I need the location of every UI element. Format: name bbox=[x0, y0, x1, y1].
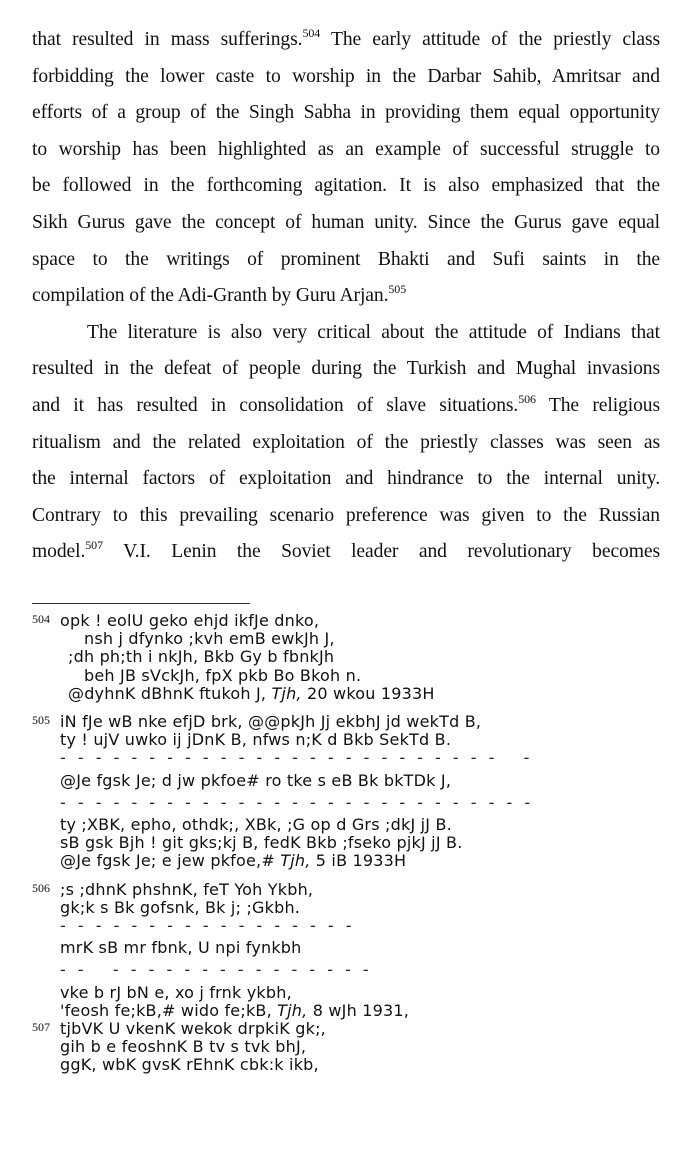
footnote-ref-506[interactable]: 506 bbox=[518, 391, 536, 406]
footnotes bbox=[32, 612, 672, 1085]
dashed-separator: - - - - - - - - - - - - - - - - - - - - - - - - - - - bbox=[60, 792, 534, 812]
body-line: ritualism and the related exploitation of the priestly classes was seen as bbox=[32, 431, 660, 453]
footnote-number: 506 bbox=[32, 880, 50, 895]
footnote-506 bbox=[32, 881, 672, 1020]
footnote-line: iN fJe wB nke efjD brk, @@pkJh Jj ekbhJ jd wekTd B, bbox=[60, 712, 482, 732]
footnote-number: 507 bbox=[32, 1020, 50, 1035]
footnote-line: mrK sB mr fbnk, U npi fynkbh bbox=[60, 938, 302, 958]
body-line: The literature is also very critical about the attitude of Indians that bbox=[87, 321, 660, 343]
footnote-line: ;s ;dhnK phshnK, feT Yoh Ykbh, bbox=[60, 879, 314, 899]
body-line: resulted in the defeat of people during the Turkish and Mughal invasions bbox=[32, 358, 660, 380]
footnote-line: 'feosh fe;kB,# wido fe;kB, Tjh, 8 wJh 1931, bbox=[60, 1000, 410, 1020]
footnote-505 bbox=[32, 713, 672, 871]
footnote-line: ty ;XBK, epho, othdk;, XBk, ;G op d Grs ;dkJ jJ B. bbox=[60, 815, 452, 835]
footnote-line: vke b rJ bN e, xo j frnk ykbh, bbox=[60, 982, 292, 1002]
body-line: be followed in the forthcoming agitation. It is also emphasized that the bbox=[32, 175, 660, 197]
body-line: the internal factors of exploitation and hindrance to the internal unity. bbox=[32, 468, 660, 490]
footnote-line: @Je fgsk Je; d jw pkfoe# ro tke s eB Bk bkTDk J, bbox=[60, 770, 452, 790]
body-line: compilation of the Adi-Granth by Guru Arjan.$^{505}$ bbox=[32, 282, 407, 307]
body-line: Contrary to this prevailing scenario preference was given to the Russian bbox=[32, 504, 660, 526]
footnote-line: opk ! eolU geko ehjd ikfJe dnko, bbox=[60, 611, 320, 630]
dashed-separator: - - - - - - - - - - - - - - - - - bbox=[60, 916, 356, 936]
footnote-line: @Je fgsk Je; e jew pkfoe,# Tjh, 5 iB 1933H bbox=[60, 851, 407, 871]
body-line: that resulted in mass sufferings.$^{504}$ The early attitude of the priestly class bbox=[32, 26, 661, 50]
footnote-line: ;dh ph;th i nkJh, Bkb Gy b fbnkJh bbox=[68, 647, 335, 667]
body-line: efforts of a group of the Singh Sabha in providing them equal opportunity bbox=[32, 102, 660, 124]
footnote-number: 505 bbox=[32, 713, 50, 728]
footnote-line: beh JB sVckJh, fpX pkb Bo Bkoh n. bbox=[84, 665, 362, 685]
footnote-separator bbox=[32, 603, 250, 604]
footnote-number: 504 bbox=[32, 612, 50, 626]
footnote-line: gk;k s Bk gofsnk, Bk j; ;Gkbh. bbox=[60, 897, 301, 917]
footnote-504 bbox=[32, 612, 672, 703]
footnote-line: tjbVK U vkenK wekok drpkiK gk;, bbox=[60, 1019, 326, 1039]
footnote-line: sB gsk Bjh ! git gks;kj B, fedK Bkb ;fseko pjkJ jJ B. bbox=[60, 833, 463, 853]
body-line: model.$^{507}$ V.I. Lenin the Soviet leader and revolutionary becomes bbox=[32, 538, 660, 563]
footnote-ref-505[interactable]: 505 bbox=[388, 282, 407, 297]
body-line: and it has resulted in consolidation of slave situations.$^{506}$ The religious bbox=[32, 391, 660, 416]
footnote-line: @dyhnK dBhnK ftukoh J, Tjh, 20 wkou 1933H bbox=[68, 683, 435, 703]
footnote-line: nsh j dfynko ;kvh emB ewkJh J, bbox=[84, 629, 335, 649]
dashed-separator: - - - - - - - - - - - - - - - - - - - - - - - - - - bbox=[60, 748, 533, 768]
body-line: forbidding the lower caste to worship in the Darbar Sahib, Amritsar and bbox=[32, 65, 660, 87]
body-text bbox=[32, 22, 660, 571]
footnote-ref-504[interactable]: 504 bbox=[302, 26, 321, 40]
body-line: Sikh Gurus gave the concept of human unity. Since the Gurus gave equal bbox=[32, 211, 660, 233]
footnote-line: ty ! ujV uwko ij jDnK B, nfws n;K d Bkb SekTd B. bbox=[60, 730, 452, 750]
body-line: space to the writings of prominent Bhakti and Sufi saints in the bbox=[32, 248, 660, 270]
footnote-507 bbox=[32, 1020, 672, 1075]
dashed-separator: - - - - - - - - - - - - - - - - - bbox=[60, 960, 373, 980]
body-line: to worship has been highlighted as an example of successful struggle to bbox=[32, 138, 660, 160]
footnote-ref-507[interactable]: 507 bbox=[85, 538, 103, 553]
footnote-line: gih b e feoshnK B tv s tvk bhJ, bbox=[60, 1037, 307, 1057]
footnote-line: ggK, wbK gvsK rEhnK cbk:k ikb, bbox=[60, 1055, 319, 1075]
